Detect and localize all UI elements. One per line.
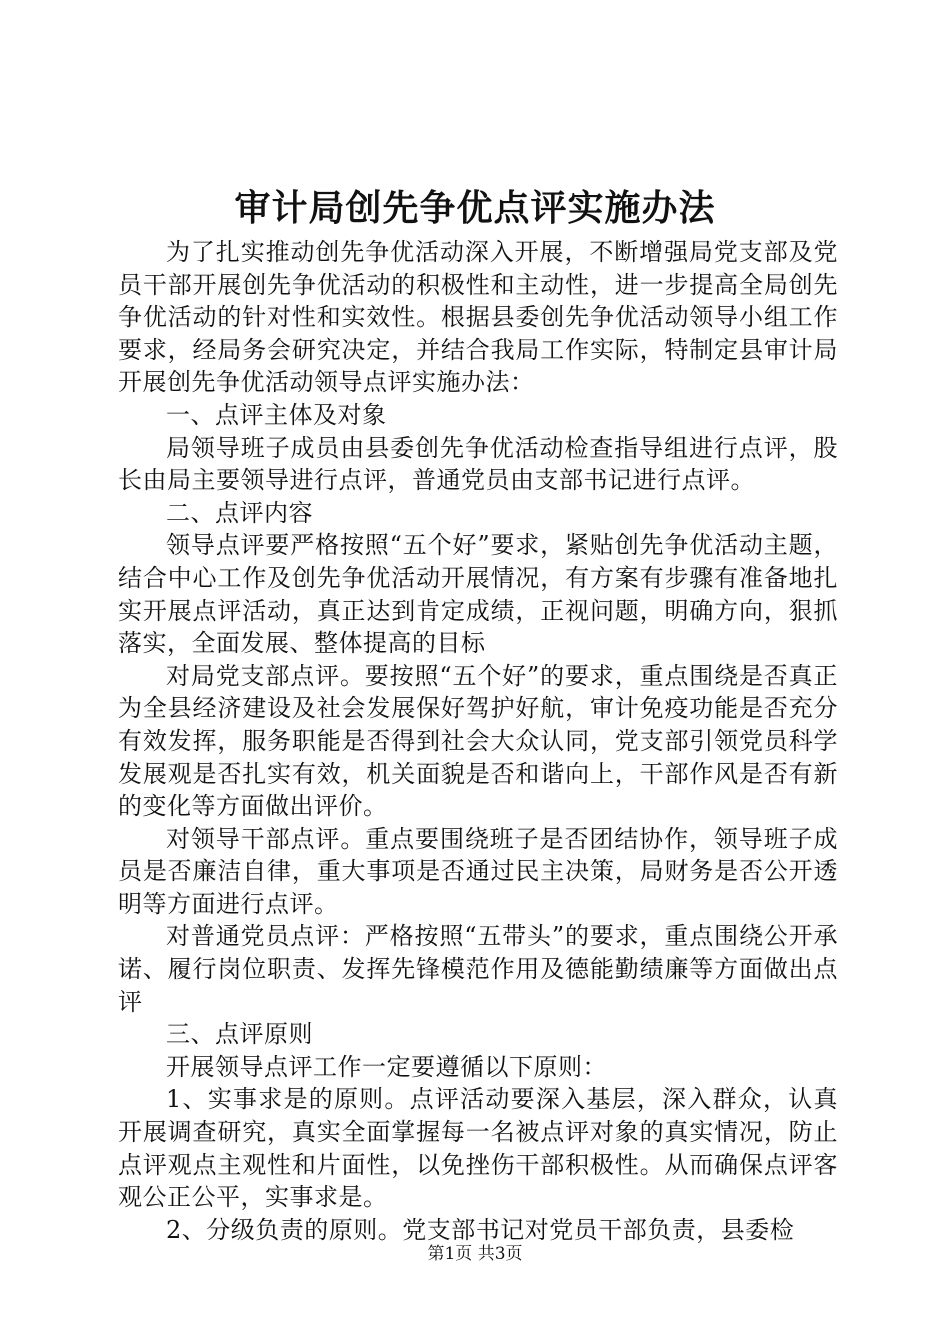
document-title: 审计局创先争优点评实施办法 — [234, 187, 716, 229]
paragraph-principles-intro: 开展领导点评工作一定要遵循以下原则： — [166, 1052, 607, 1081]
section-heading-3: 三、点评原则 — [166, 1020, 313, 1049]
page-number-footer: 第1页 共3页 — [427, 1244, 523, 1264]
paragraph-principle-1: 1、实事求是的原则。点评活动要深入基层，深入群众，认真开展调查研究，真实全面掌握每一名被点评对象的真实情况，防止点评观点主观性和片面性，以免挫伤干部积极性。从而确保点评客观公正公平，实事求是。 — [118, 1085, 838, 1212]
paragraph-principle-2: 2、分级负责的原则。党支部书记对党员干部负责，县委检 — [166, 1215, 795, 1244]
paragraph-content: 领导点评要严格按照“五个好”要求，紧贴创先争优活动主题，结合中心工作及创先争优活动开展情况，有方案有步骤有准备地扎实开展点评活动，真正达到肯定成绩，正视问题，明确方向，狠抓落实，全面发展、整体提高的目标 — [118, 531, 838, 658]
paragraph-intro: 为了扎实推动创先争优活动深入开展，不断增强局党支部及党员干部开展创先争优活动的积极性和主动性，进一步提高全局创先争优活动的针对性和实效性。根据县委创先争优活动领导小组工作要求，经局务会研究决定，并结合我局工作实际，特制定县审计局开展创先争优活动领导点评实施办法： — [118, 238, 838, 397]
document-body — [118, 236, 838, 1246]
paragraph-leader-review: 对领导干部点评。重点要围绕班子是否团结协作，领导班子成员是否廉洁自律，重大事项是否通过民主决策，局财务是否公开透明等方面进行点评。 — [118, 824, 838, 918]
paragraph-branch-review: 对局党支部点评。要按照“五个好”的要求，重点围绕是否真正为全县经济建设及社会发展保好驾护好航，审计免疫功能是否充分有效发挥，服务职能是否得到社会大众认同，党支部引领党员科学发展观是否扎实有效，机关面貌是否和谐向上，干部作风是否有新的变化等方面做出评价。 — [118, 661, 838, 821]
section-heading-2: 二、点评内容 — [166, 498, 313, 527]
paragraph-subjects: 局领导班子成员由县委创先争优活动检查指导组进行点评，股长由局主要领导进行点评，普通党员由支部书记进行点评。 — [118, 433, 838, 495]
section-heading-1: 一、点评主体及对象 — [166, 400, 387, 429]
paragraph-member-review: 对普通党员点评：严格按照“五带头”的要求，重点围绕公开承诺、履行岗位职责、发挥先锋模范作用及德能勤绩廉等方面做出点评 — [118, 922, 838, 1016]
